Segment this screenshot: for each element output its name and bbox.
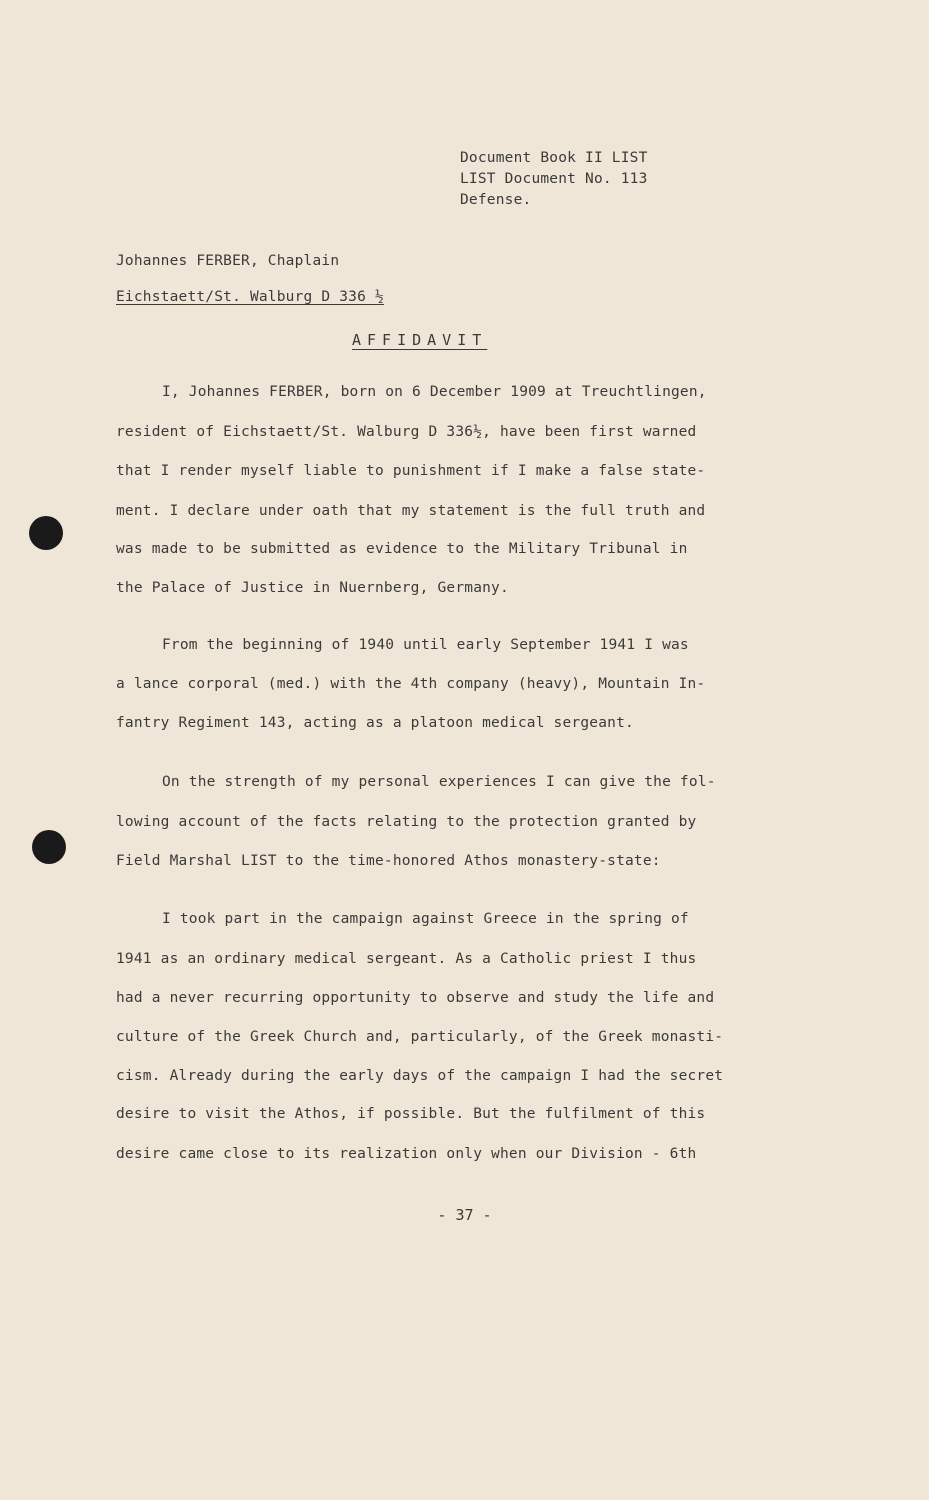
header-line: Defense.	[460, 192, 532, 208]
body-line: lowing account of the facts relating to the protection granted by	[116, 814, 697, 830]
document-title: AFFIDAVIT	[352, 331, 488, 349]
body-line: resident of Eichstaett/St. Walburg D 336½, have been first warned	[116, 424, 697, 440]
punch-hole	[29, 516, 63, 550]
body-line: I, Johannes FERBER, born on 6 December 1909 at Treuchtlingen,	[162, 384, 707, 400]
body-line: that I render myself liable to punishment if I make a false state-	[116, 463, 706, 479]
author-address: Eichstaett/St. Walburg D 336 ½	[116, 289, 384, 305]
body-line: cism. Already during the early days of the campaign I had the secret	[116, 1068, 724, 1084]
body-line: 1941 as an ordinary medical sergeant. As a Catholic priest I thus	[116, 951, 697, 967]
body-line: the Palace of Justice in Nuernberg, Germany.	[116, 580, 509, 596]
body-line: had a never recurring opportunity to observe and study the life and	[116, 990, 715, 1006]
header-line: Document Book II LIST	[460, 150, 648, 166]
body-line: ment. I declare under oath that my statement is the full truth and	[116, 503, 706, 519]
body-line: desire to visit the Athos, if possible. But the fulfilment of this	[116, 1106, 706, 1122]
body-line: culture of the Greek Church and, particularly, of the Greek monasti-	[116, 1029, 724, 1045]
body-line: From the beginning of 1940 until early September 1941 I was	[162, 637, 689, 653]
header-line: LIST Document No. 113	[460, 171, 648, 187]
author-name: Johannes FERBER, Chaplain	[116, 253, 340, 269]
body-line: was made to be submitted as evidence to the Military Tribunal in	[116, 541, 688, 557]
punch-hole	[32, 830, 66, 864]
body-line: a lance corporal (med.) with the 4th company (heavy), Mountain In-	[116, 676, 706, 692]
body-line: On the strength of my personal experiences I can give the fol-	[162, 774, 716, 790]
body-line: fantry Regiment 143, acting as a platoon medical sergeant.	[116, 715, 634, 731]
page-number: - 37 -	[437, 1206, 492, 1224]
body-line: desire came close to its realization only when our Division - 6th	[116, 1146, 697, 1162]
body-line: Field Marshal LIST to the time-honored Athos monastery-state:	[116, 853, 661, 869]
body-line: I took part in the campaign against Greece in the spring of	[162, 911, 689, 927]
